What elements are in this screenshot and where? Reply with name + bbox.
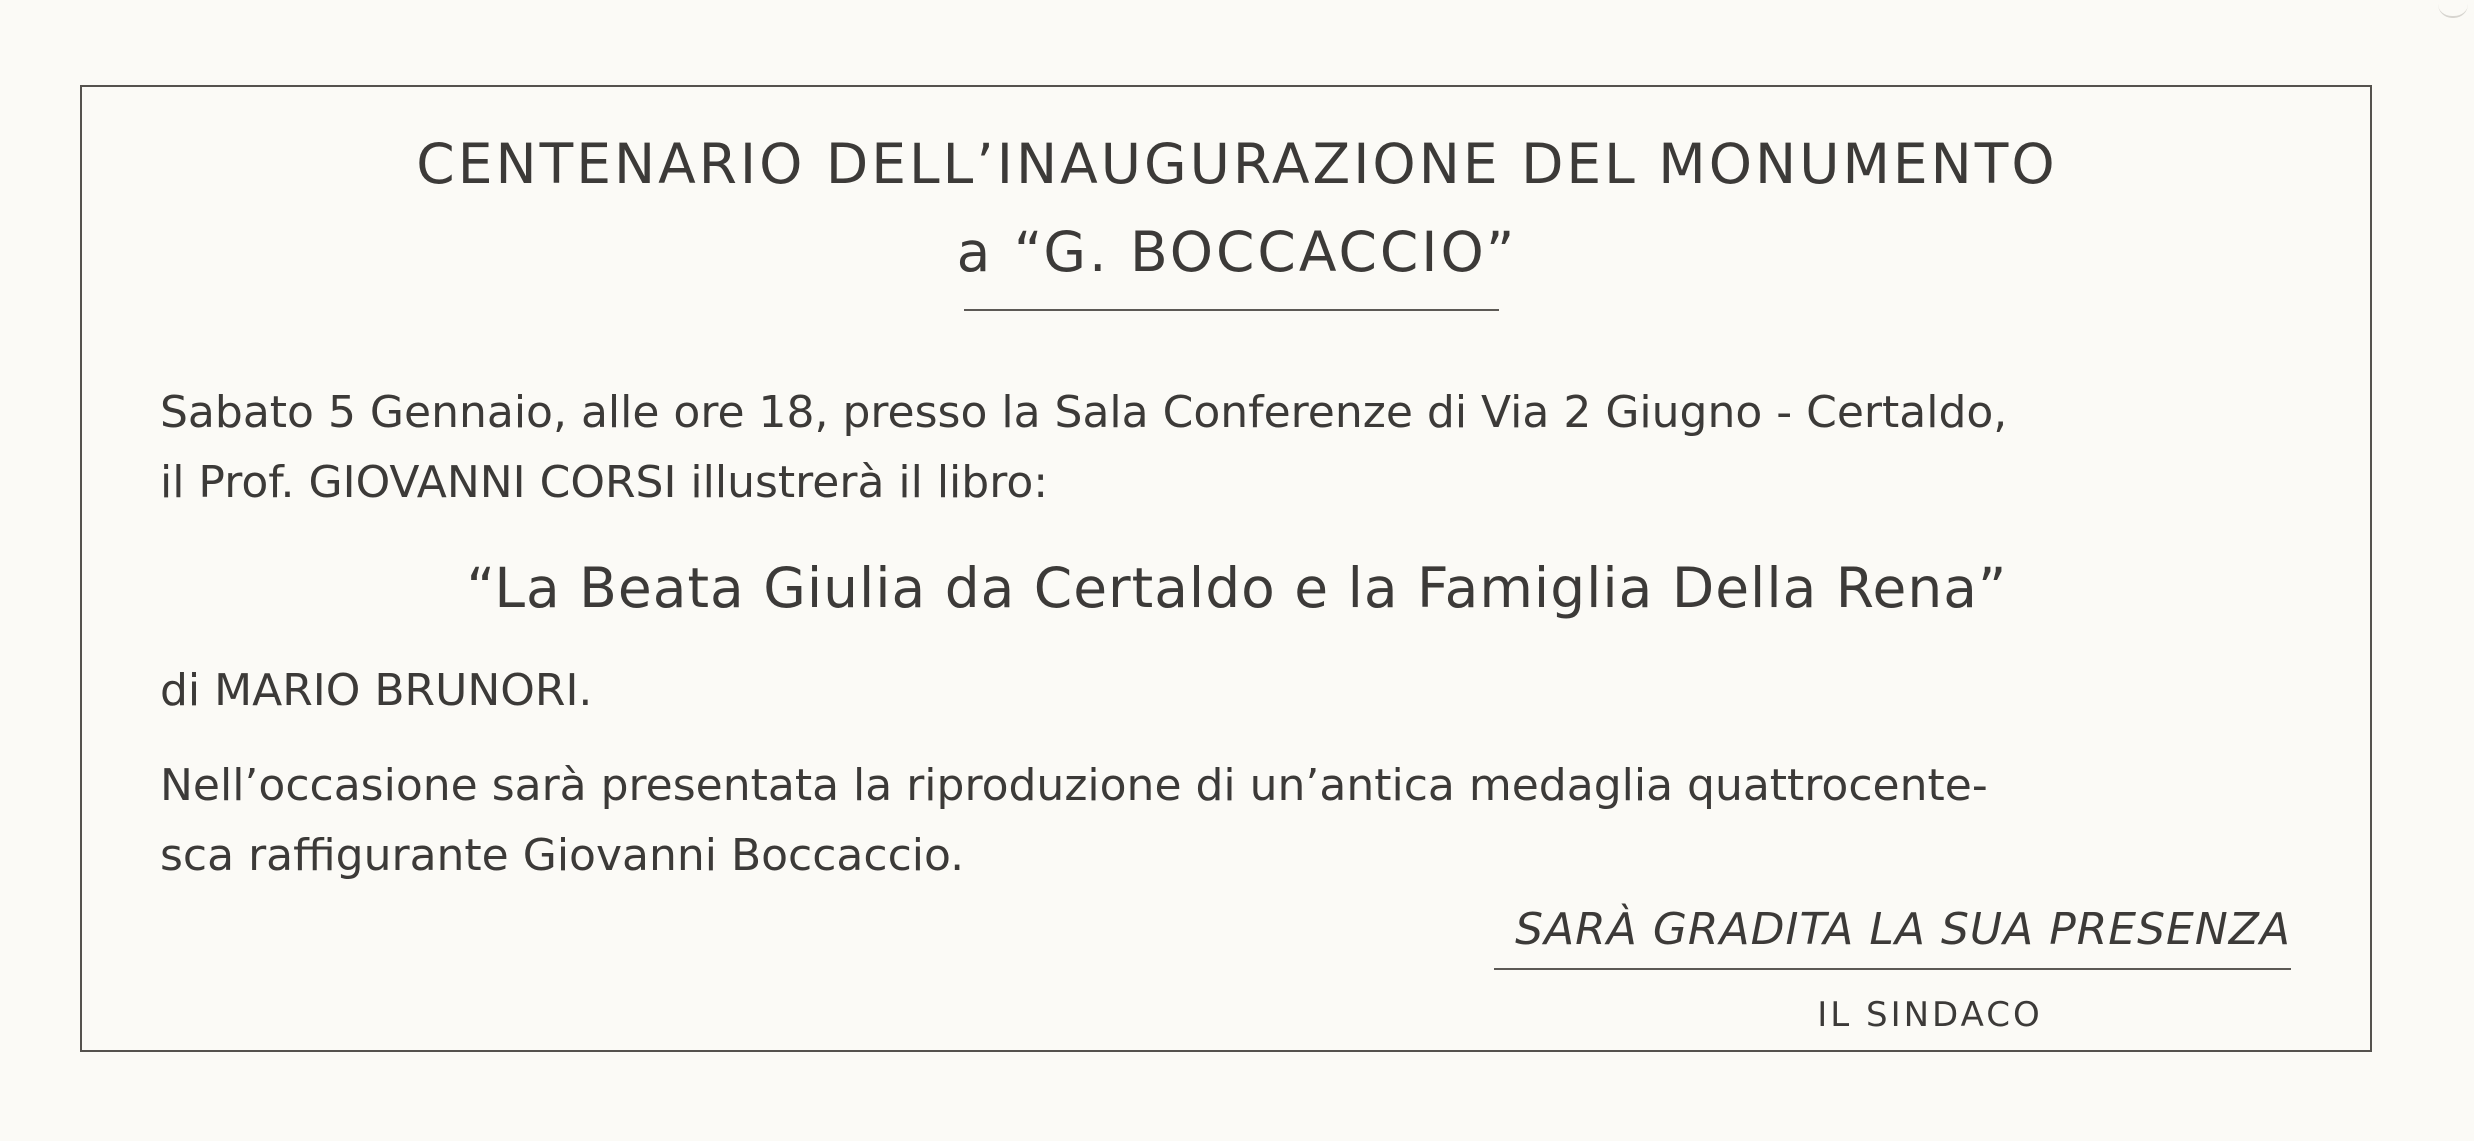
medal-announcement-line-2: sca raffigurante Giovanni Boccaccio. [160, 830, 965, 881]
paper-corner-mark [2438, 0, 2468, 18]
heading-divider [964, 309, 1499, 311]
book-author: di MARIO BRUNORI. [160, 665, 593, 716]
closing-phrase: SARÀ GRADITA LA SUA PRESENZA [1515, 904, 2291, 955]
book-title: “La Beata Giulia da Certaldo e la Famiglia Della Rena” [466, 556, 2008, 620]
invitation-heading-line-1: CENTENARIO DELL’INAUGURAZIONE DEL MONUMENTO [416, 132, 2058, 196]
closing-underline [1494, 968, 2291, 970]
event-details-line-1: Sabato 5 Gennaio, alle ore 18, presso la Sala Conferenze di Via 2 Giugno - Certaldo, [160, 387, 2008, 438]
signatory: IL SINDACO [1817, 995, 2043, 1035]
event-details-line-2: il Prof. GIOVANNI CORSI illustrerà il libro: [160, 457, 1049, 508]
invitation-heading-line-2: a “G. BOCCACCIO” [956, 220, 1518, 284]
medal-announcement-line-1: Nell’occasione sarà presentata la riproduzione di un’antica medaglia quattrocente- [160, 760, 1988, 811]
